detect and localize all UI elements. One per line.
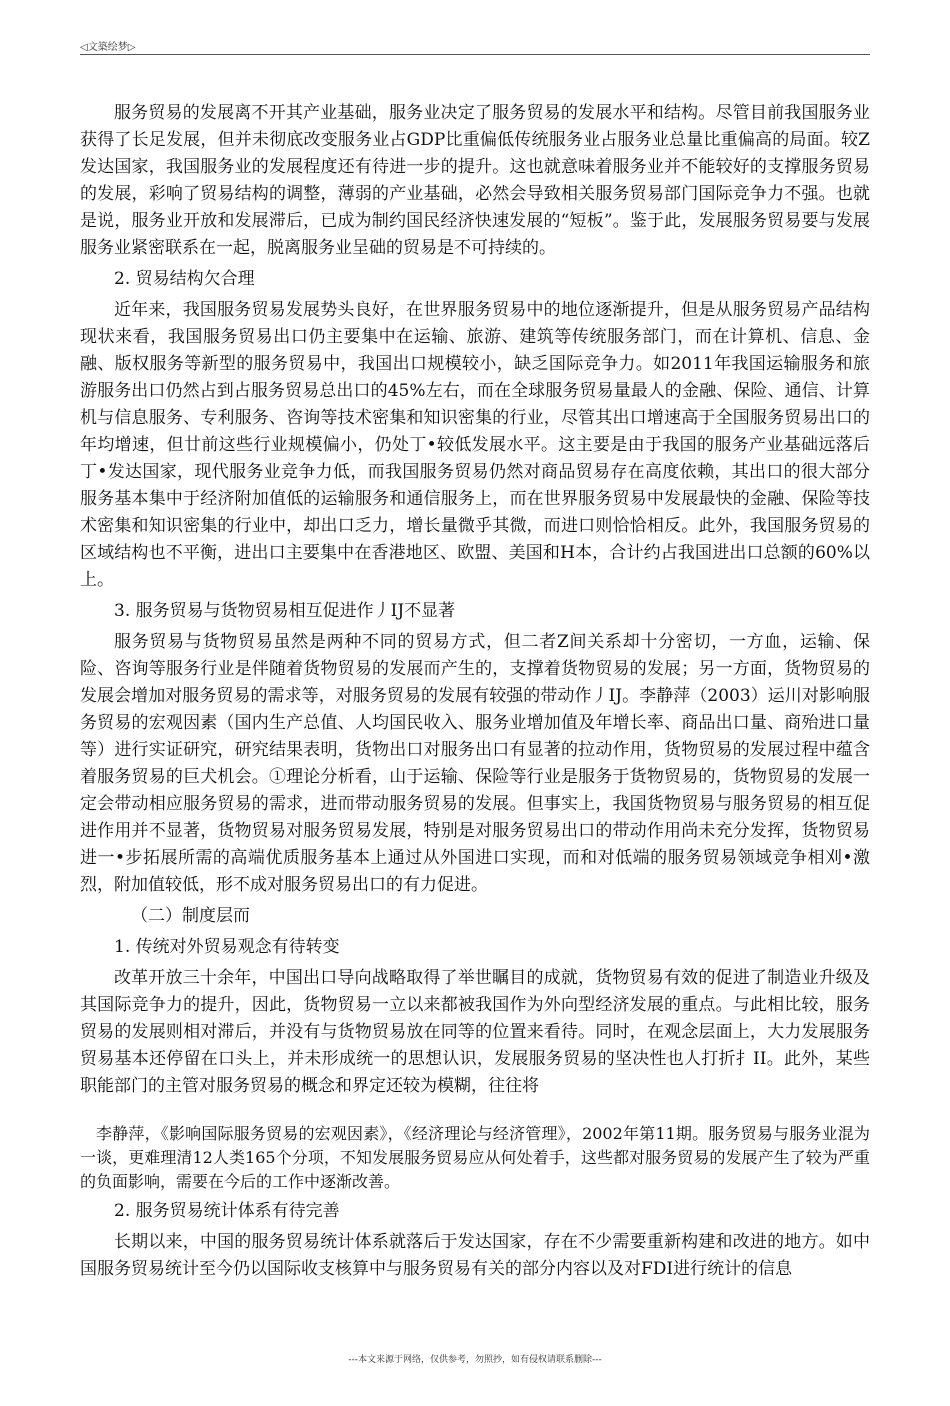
paragraph: 近年来，我国服务贸易发展势头良好，在世界服务贸易中的地位逐渐提升，但是从服务贸易产品结构现状来看，我国服务贸易出口仍主要集中在运输、旅游、建筑等传统服务部门，而在计算机、信息、金融、版权服务等新型的服务贸易中，我国出口规模较小，缺乏国际竞争力。如2011年我国运输服务和旅游服务出口仍然占到占服务贸易总出口的45%左右，而在全球服务贸易量最人的金融、保险、通信、计算机与信息服务、专利服务、咨询等技术密集和知识密集的行业，尽管其出口增速高于全国服务贸易出口的年均增速，但廿前这些行业规模偏小，仍处丁•较低发展水平。这主要是由于我国的服务产业基础远落后丁•发达国家，现代服务业竞争力低，而我国服务贸易仍然对商品贸易存在高度依赖，其出口的很大部分服务基本集中于经济附加值低的运输服务和通信服务上，而在世界服务贸易中发展最快的金融、保险等技术密集和知识密集的行业中，却出口乏力，增长量微乎其微，而进口则恰恰相反。此外，我国服务贸易的区域结构也不平衡，进出口主要集中在香港地区、欧盟、美国和H本，合计约占我国进出口总额的60%以上。 xyxy=(80,300,870,590)
page-footer: ---本文来源于网络，仅供参考，勿照抄，如有侵权请联系删除--- xyxy=(348,1355,602,1365)
section-heading: 2. 贸易结构欠合理 xyxy=(114,269,255,289)
paragraph: 改革开放三十余年，中国出口导向战略取得了举世瞩目的成就，货物贸易有效的促进了制造业升级及其国际竞争力的提升，因此，货物贸易一立以来都被我国作为外向型经济发展的重点。与此相比较，服务贸易的发展则相对滞后，并没有与货物贸易放在同等的位置来看待。同时，在观念层面上，大力发展服务贸易基本还停留在口头上，并未形成统一的思想认识，发展服务贸易的坚决性也人打折扌II。此外，某些职能部门的主管对服务贸易的概念和界定还较为模糊，往往将 xyxy=(80,968,870,1096)
paragraph: 长期以来，中国的服务贸易统计体系就落后于发达国家，存在不少需要重新构建和改进的地方。如中国服务贸易统计至今仍以国际收支核算中与服务贸易有关的部分内容以及对FDI进行统计的信息 xyxy=(80,1232,870,1279)
paragraph: 服务贸易的发展离不开其产业基础，服务业决定了服务贸易的发展水平和结构。尽管目前我国服务业获得了长足发展，但并未彻底改变服务业占GDP比重偏低传统服务业占服务业总量比重偏高的局面。较Z发达国家，我国服务业的发展程度还有待进一步的提升。这也就意味着服务业并不能较好的支撑服务贸易的发展，彩响了贸易结构的调整，薄弱的产业基础，必然会导致相关服务贸易部门国际竞争力不强。也就是说，服务业开放和发展滞后，已成为制约国民经济快速发展的“短板”。鉴于此，发展服务贸易要与发展服务业紧密联系在一起，脱离服务业呈础的贸易是不可持续的。 xyxy=(80,103,870,258)
section-heading: 3. 服务贸易与货物贸易相互促进作丿IJ不显著 xyxy=(114,601,456,621)
document-body xyxy=(80,100,870,1283)
footnote: 李静萍，《影响国际服务贸易的宏观因素》，《经济理论与经济管理》，2002年第11期。服务贸易与服务业混为一谈，更难理清12人类165个分项，不知发展服务贸易应从何处着手，这些都对服务贸易的发展产生了较为严重的负面影响，需要在今后的工作中逐渐改善。 xyxy=(80,1124,870,1191)
section-heading: 1. 传统对外贸易观念有待转变 xyxy=(114,937,340,957)
paragraph: 服务贸易与货物贸易虽然是两种不同的贸易方式，但二者Z间关系却十分密切，一方血，运输、保险、咨询等服务行业是伴随着货物贸易的发展而产生的，支撑着货物贸易的发展；另一方面，货物贸易的发展会增加对服务贸易的需求等，对服务贸易的发展有较强的带动作丿IJ。李静萍（2003）运川对影响服务贸易的宏观因素（国内生产总值、人均国民收入、服务业增加值及年增长率、商品出口量、商殆进口量等）进行实证研究，研究结果表明，货物出口对服务出口有显著的拉动作用，货物贸易的发展过程中蕴含着服务贸易的巨犬机会。①理论分析看，山于运输、保险等行业是服务于货物贸易的，货物贸易的发展一定会带动相应服务贸易的需求，进而带动服务贸易的发展。但事实上，我国货物贸易与服务贸易的相互促进作用并不显著，货物贸易对服务贸易发展，特别是对服务贸易出口的带动作用尚未充分发挥，货物贸易进一•步拓展所需的高端优质服务基本上通过从外国进口实现，而和对低端的服务贸易领域竞争相刈•激烈，附加值较低，形不成对服务贸易出口的有力促进。 xyxy=(80,632,870,895)
header-divider xyxy=(80,54,870,55)
section-heading: （二）制度层而 xyxy=(131,906,250,926)
page-header: ◁文築绘梦▷ xyxy=(80,42,136,53)
section-heading: 2. 服务贸易统计体系有待完善 xyxy=(114,1201,340,1221)
